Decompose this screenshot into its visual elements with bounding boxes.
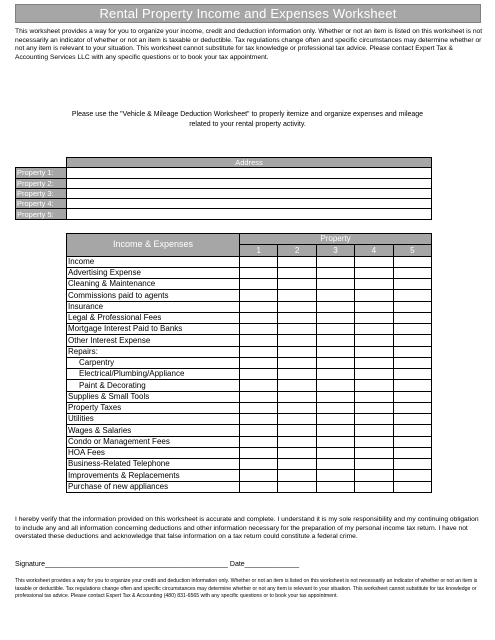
amount-cell-property-2[interactable] xyxy=(278,324,316,335)
amount-cell-property-4[interactable] xyxy=(355,324,393,335)
amount-cell-property-4[interactable] xyxy=(355,436,393,447)
amount-cell-property-5[interactable] xyxy=(393,436,431,447)
table-row xyxy=(67,425,432,436)
amount-cell-property-2[interactable] xyxy=(278,470,316,481)
signature-date-line[interactable]: Signature_______________________________________________ Date______________ xyxy=(15,561,300,568)
amount-cell-property-4[interactable] xyxy=(355,470,393,481)
amount-cell-property-5[interactable] xyxy=(393,470,431,481)
property-4-address-field[interactable] xyxy=(67,199,432,209)
property-3-label: Property 3: xyxy=(16,188,67,198)
amount-cell-property-3[interactable] xyxy=(316,425,354,436)
amount-cell-property-3[interactable] xyxy=(316,312,354,323)
amount-cell-property-3[interactable] xyxy=(316,459,354,470)
amount-cell-property-4[interactable] xyxy=(355,459,393,470)
row-label: Electrical/Plumbing/Appliance xyxy=(67,369,240,380)
amount-cell-property-5[interactable] xyxy=(393,414,431,425)
amount-cell-property-3[interactable] xyxy=(316,346,354,357)
row-label: Advertising Expense xyxy=(67,267,240,278)
row-label: Carpentry xyxy=(67,357,240,368)
amount-cell-property-4[interactable] xyxy=(355,380,393,391)
property-3-address-field[interactable] xyxy=(67,188,432,198)
amount-cell-property-3[interactable] xyxy=(316,324,354,335)
table-row xyxy=(67,290,432,301)
amount-cell-property-5[interactable] xyxy=(393,290,431,301)
amount-cell-property-1[interactable] xyxy=(240,301,278,312)
amount-cell-property-3[interactable] xyxy=(316,436,354,447)
row-label: HOA Fees xyxy=(67,447,240,458)
amount-cell-property-5[interactable] xyxy=(393,335,431,346)
amount-cell-property-5[interactable] xyxy=(393,256,431,267)
amount-cell-property-2[interactable] xyxy=(278,267,316,278)
table-row xyxy=(67,447,432,458)
row-label: Insurance xyxy=(67,301,240,312)
amount-cell-property-5[interactable] xyxy=(393,312,431,323)
certification-statement: I hereby verify that the information provided on this worksheet is accurate and complete. I understand it is my sole responsibility and my continuing obligation to include any and all information concerning deductions and other information necessary for the preparation of my personal income tax return. I have not overstated these deductions and acknowledge that false information on a tax return could constitute a federal crime. xyxy=(15,516,479,541)
amount-cell-property-1[interactable] xyxy=(240,391,278,402)
amount-cell-property-4[interactable] xyxy=(355,301,393,312)
amount-cell-property-4[interactable] xyxy=(355,279,393,290)
amount-cell-property-1[interactable] xyxy=(240,290,278,301)
amount-cell-property-1[interactable] xyxy=(240,256,278,267)
row-label: Improvements & Replacements xyxy=(67,470,240,481)
amount-cell-property-3[interactable] xyxy=(316,256,354,267)
amount-cell-property-1[interactable] xyxy=(240,402,278,413)
amount-cell-property-4[interactable] xyxy=(355,256,393,267)
amount-cell-property-3[interactable] xyxy=(316,470,354,481)
table-row xyxy=(67,470,432,481)
amount-cell-property-3[interactable] xyxy=(316,414,354,425)
table-row xyxy=(67,256,432,267)
address-table-corner xyxy=(16,158,67,168)
amount-cell-property-2[interactable] xyxy=(278,346,316,357)
amount-cell-property-5[interactable] xyxy=(393,346,431,357)
amount-cell-property-4[interactable] xyxy=(355,290,393,301)
table-row xyxy=(67,335,432,346)
amount-cell-property-3[interactable] xyxy=(316,481,354,492)
amount-cell-property-5[interactable] xyxy=(393,267,431,278)
amount-cell-property-1[interactable] xyxy=(240,369,278,380)
amount-cell-property-5[interactable] xyxy=(393,301,431,312)
row-label: Wages & Salaries xyxy=(67,425,240,436)
amount-cell-property-4[interactable] xyxy=(355,402,393,413)
amount-cell-property-2[interactable] xyxy=(278,279,316,290)
amount-cell-property-2[interactable] xyxy=(278,391,316,402)
amount-cell-property-2[interactable] xyxy=(278,369,316,380)
table-row xyxy=(67,481,432,492)
address-table xyxy=(15,157,432,220)
amount-cell-property-3[interactable] xyxy=(316,357,354,368)
amount-cell-property-4[interactable] xyxy=(355,312,393,323)
row-label: Mortgage Interest Paid to Banks xyxy=(67,324,240,335)
amount-cell-property-5[interactable] xyxy=(393,459,431,470)
table-row xyxy=(67,301,432,312)
amount-cell-property-2[interactable] xyxy=(278,335,316,346)
intro-paragraph: This worksheet provides a way for you to organize your income, credit and deduction information only. Whether or not an item is listed on this worksheet is not necessarily an indicator of whether or not an item is taxable or deductible. Tax regulations change often and specific circumstances may determine whether or not any item is relevant to your situation. This worksheet cannot substitute for tax knowledge or professional tax advice. Please contact Expert Tax & Accounting Services LLC with any specific questions or to book your tax appointment. xyxy=(15,28,483,61)
amount-cell-property-3[interactable] xyxy=(316,369,354,380)
amount-cell-property-3[interactable] xyxy=(316,267,354,278)
row-label: Repairs: xyxy=(67,346,240,357)
income-expenses-header: Income & Expenses xyxy=(67,234,240,257)
row-label: Commissions paid to agents xyxy=(67,290,240,301)
amount-cell-property-4[interactable] xyxy=(355,267,393,278)
property-number-4: 4 xyxy=(355,245,393,256)
amount-cell-property-2[interactable] xyxy=(278,290,316,301)
amount-cell-property-4[interactable] xyxy=(355,357,393,368)
amount-cell-property-3[interactable] xyxy=(316,279,354,290)
amount-cell-property-5[interactable] xyxy=(393,481,431,492)
row-label: Cleaning & Maintenance xyxy=(67,279,240,290)
table-row xyxy=(67,459,432,470)
row-label: Supplies & Small Tools xyxy=(67,391,240,402)
amount-cell-property-5[interactable] xyxy=(393,380,431,391)
amount-cell-property-1[interactable] xyxy=(240,447,278,458)
property-2-address-field[interactable] xyxy=(67,178,432,188)
row-label: Paint & Decorating xyxy=(67,380,240,391)
amount-cell-property-5[interactable] xyxy=(393,369,431,380)
property-number-3: 3 xyxy=(316,245,354,256)
amount-cell-property-1[interactable] xyxy=(240,324,278,335)
amount-cell-property-1[interactable] xyxy=(240,346,278,357)
amount-cell-property-4[interactable] xyxy=(355,346,393,357)
amount-cell-property-2[interactable] xyxy=(278,312,316,323)
table-row xyxy=(67,402,432,413)
amount-cell-property-4[interactable] xyxy=(355,335,393,346)
amount-cell-property-1[interactable] xyxy=(240,425,278,436)
vehicle-worksheet-note: Please use the "Vehicle & Mileage Deduction Worksheet" to properly itemize and organize expenses and mileage related to your rental property activity. xyxy=(71,111,424,128)
amount-cell-property-2[interactable] xyxy=(278,425,316,436)
amount-cell-property-1[interactable] xyxy=(240,380,278,391)
amount-cell-property-4[interactable] xyxy=(355,414,393,425)
amount-cell-property-1[interactable] xyxy=(240,335,278,346)
amount-cell-property-1[interactable] xyxy=(240,436,278,447)
table-row xyxy=(67,380,432,391)
table-row xyxy=(67,324,432,335)
amount-cell-property-3[interactable] xyxy=(316,380,354,391)
amount-cell-property-1[interactable] xyxy=(240,279,278,290)
amount-cell-property-3[interactable] xyxy=(316,402,354,413)
row-label: Condo or Management Fees xyxy=(67,436,240,447)
amount-cell-property-5[interactable] xyxy=(393,279,431,290)
property-1-address-field[interactable] xyxy=(67,168,432,178)
amount-cell-property-1[interactable] xyxy=(240,459,278,470)
footer-disclaimer: This worksheet provides a way for you to organize your credit and deduction information only. Whether or not an item is listed on this worksheet is not necessarily an indicator of whether or not an item is taxable or deductible. Tax regulations change often and specific circumstances may determine whether or not any item is relevant to your situation. This worksheet cannot substitute for tax knowledge or professional tax advice. Please contact Expert Tax & Accounting (480) 831-6565 with any specific questions or to book your tax appointment. xyxy=(15,578,478,600)
amount-cell-property-2[interactable] xyxy=(278,481,316,492)
amount-cell-property-2[interactable] xyxy=(278,301,316,312)
amount-cell-property-1[interactable] xyxy=(240,414,278,425)
amount-cell-property-5[interactable] xyxy=(393,425,431,436)
amount-cell-property-2[interactable] xyxy=(278,256,316,267)
table-row xyxy=(67,369,432,380)
amount-cell-property-3[interactable] xyxy=(316,335,354,346)
table-row xyxy=(67,279,432,290)
row-label: Other Interest Expense xyxy=(67,335,240,346)
amount-cell-property-1[interactable] xyxy=(240,312,278,323)
table-row xyxy=(67,267,432,278)
income-expenses-table xyxy=(66,233,432,493)
amount-cell-property-3[interactable] xyxy=(316,301,354,312)
table-row xyxy=(67,312,432,323)
address-header: Address xyxy=(67,158,432,168)
amount-cell-property-4[interactable] xyxy=(355,447,393,458)
amount-cell-property-1[interactable] xyxy=(240,267,278,278)
amount-cell-property-2[interactable] xyxy=(278,459,316,470)
amount-cell-property-5[interactable] xyxy=(393,391,431,402)
table-row xyxy=(67,391,432,402)
amount-cell-property-2[interactable] xyxy=(278,380,316,391)
row-label: Business-Related Telephone xyxy=(67,459,240,470)
amount-cell-property-1[interactable] xyxy=(240,357,278,368)
row-label: Purchase of new appliances xyxy=(67,481,240,492)
table-row xyxy=(67,436,432,447)
row-label: Property Taxes xyxy=(67,402,240,413)
amount-cell-property-2[interactable] xyxy=(278,447,316,458)
table-row xyxy=(67,357,432,368)
amount-cell-property-3[interactable] xyxy=(316,391,354,402)
amount-cell-property-5[interactable] xyxy=(393,447,431,458)
table-row xyxy=(67,346,432,357)
row-label: Utilities xyxy=(67,414,240,425)
worksheet-title: Rental Property Income and Expenses Worksheet xyxy=(15,4,481,23)
amount-cell-property-4[interactable] xyxy=(355,369,393,380)
amount-cell-property-2[interactable] xyxy=(278,414,316,425)
amount-cell-property-3[interactable] xyxy=(316,447,354,458)
row-label: Income xyxy=(67,256,240,267)
property-header: Property xyxy=(240,234,432,245)
property-number-2: 2 xyxy=(278,245,316,256)
amount-cell-property-5[interactable] xyxy=(393,357,431,368)
amount-cell-property-1[interactable] xyxy=(240,470,278,481)
property-4-label: Property 4: xyxy=(16,199,67,209)
amount-cell-property-2[interactable] xyxy=(278,402,316,413)
amount-cell-property-2[interactable] xyxy=(278,357,316,368)
property-1-label: Property 1: xyxy=(16,168,67,178)
property-number-5: 5 xyxy=(393,245,431,256)
table-row xyxy=(67,414,432,425)
amount-cell-property-2[interactable] xyxy=(278,436,316,447)
amount-cell-property-4[interactable] xyxy=(355,391,393,402)
amount-cell-property-1[interactable] xyxy=(240,481,278,492)
row-label: Legal & Professional Fees xyxy=(67,312,240,323)
property-5-label: Property 5: xyxy=(16,209,67,219)
amount-cell-property-5[interactable] xyxy=(393,402,431,413)
property-5-address-field[interactable] xyxy=(67,209,432,219)
amount-cell-property-5[interactable] xyxy=(393,324,431,335)
amount-cell-property-4[interactable] xyxy=(355,481,393,492)
property-2-label: Property 2: xyxy=(16,178,67,188)
amount-cell-property-4[interactable] xyxy=(355,425,393,436)
amount-cell-property-3[interactable] xyxy=(316,290,354,301)
property-number-1: 1 xyxy=(240,245,278,256)
